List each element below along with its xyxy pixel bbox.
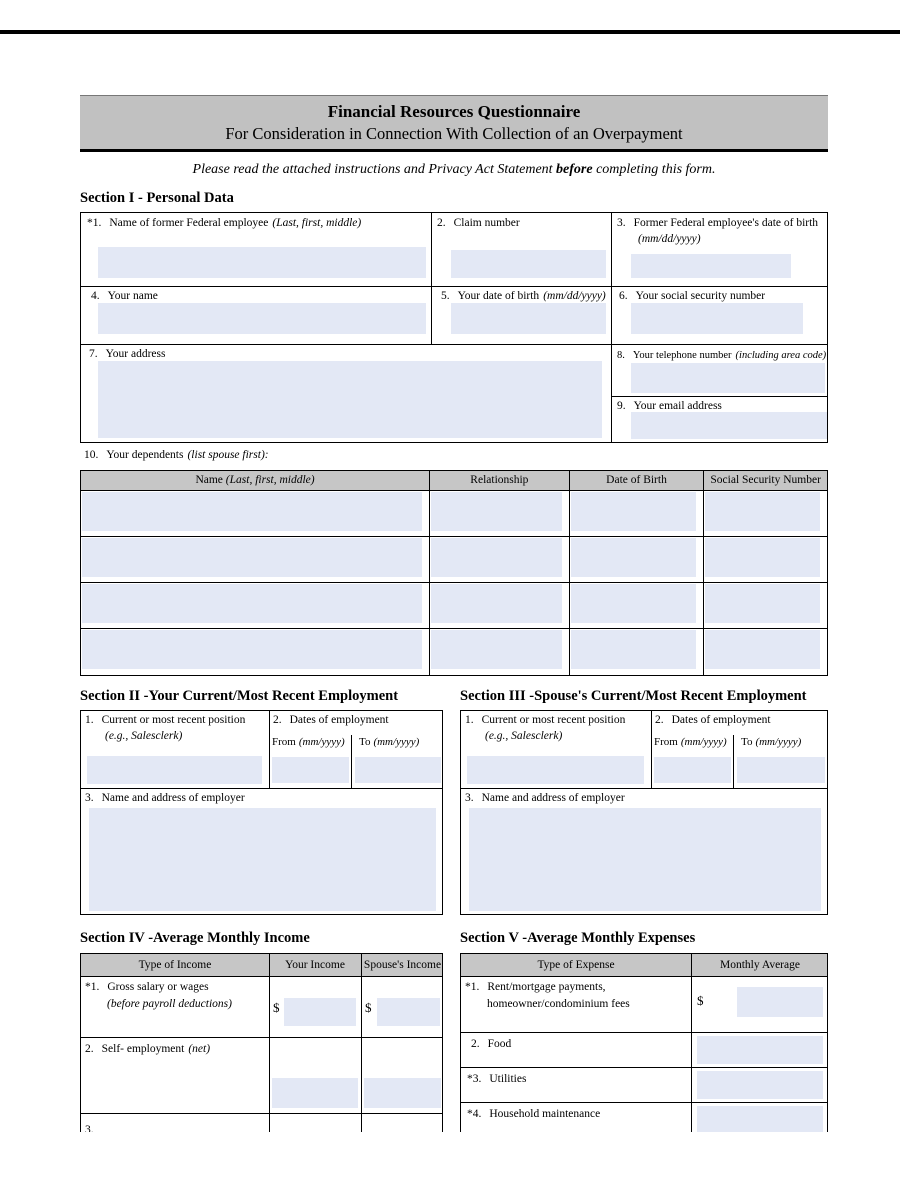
dep-relationship-input[interactable]: [431, 538, 562, 577]
expense-row2-text: Food: [487, 1038, 512, 1050]
divider: [81, 344, 827, 345]
dep-relationship-input[interactable]: [431, 492, 562, 531]
dep-cell: [704, 583, 827, 628]
dep-dob-input[interactable]: [571, 630, 697, 669]
field6-number: 6.: [619, 290, 628, 302]
section3-table: [460, 710, 828, 915]
field5-text: Your date of birth: [457, 290, 540, 302]
expense-row3-text: Utilities: [489, 1073, 527, 1085]
divider: [461, 1032, 827, 1033]
from-text: From: [654, 736, 678, 748]
input-spouse-date-from[interactable]: [654, 757, 731, 783]
field6-label: [619, 290, 765, 303]
divider: [461, 1102, 827, 1103]
field5-label: [441, 290, 606, 303]
input-date-to[interactable]: [355, 757, 441, 783]
dep-header-name: [81, 471, 430, 490]
dep-name-input[interactable]: [82, 492, 422, 531]
field8-text: Your telephone number: [632, 350, 732, 361]
input-former-employee-name[interactable]: [98, 247, 426, 278]
dates-text: Dates of employment: [289, 714, 389, 726]
position-hint: (e.g., Salesclerk): [485, 730, 563, 742]
field1-text: Name of former Federal employee: [109, 217, 269, 229]
input-household-maintenance[interactable]: [697, 1106, 823, 1132]
instruction-note: [80, 162, 828, 178]
divider: [81, 1037, 442, 1038]
dependents-header-row: [81, 471, 827, 491]
input-your-name[interactable]: [98, 303, 426, 334]
instruction-suffix: completing this form.: [592, 162, 716, 177]
expense-row2-label: [471, 1038, 511, 1051]
section4-heading: Section IV -Average Monthly Income: [80, 930, 310, 946]
divider: [81, 788, 442, 789]
dep-cell: [704, 537, 827, 582]
field1-label: [87, 217, 361, 230]
field7-number: 7.: [89, 348, 98, 360]
field5-number: 5.: [441, 290, 450, 302]
dep-cell: [430, 491, 570, 536]
input-spouse-position[interactable]: [467, 756, 644, 784]
spouse-position-label: [465, 714, 625, 727]
section5-table: [460, 953, 828, 1132]
dep-cell: [570, 491, 705, 536]
divider: [611, 213, 612, 442]
dates-label: [273, 714, 389, 727]
spouse-employer-label: [465, 792, 625, 805]
section4-table: [80, 953, 443, 1132]
field2-text: Claim number: [453, 217, 520, 229]
dep-cell: [570, 583, 705, 628]
field10-label: [84, 449, 269, 462]
section3-heading: Section III -Spouse's Current/Most Recent Employment: [460, 688, 807, 704]
input-gross-salary-your[interactable]: [284, 998, 356, 1026]
input-rent-mortgage[interactable]: [737, 987, 823, 1017]
dep-cell: [430, 537, 570, 582]
income-row1-text: Gross salary or wages: [107, 981, 209, 993]
dep-cell: [430, 583, 570, 628]
position-text: Current or most recent position: [101, 714, 246, 726]
input-spouse-date-to[interactable]: [737, 757, 825, 783]
section2-heading: Section II -Your Current/Most Recent Employment: [80, 688, 399, 704]
input-telephone[interactable]: [631, 363, 825, 393]
income-row2-number: 2.: [85, 1043, 94, 1055]
income-row3-number: 3.: [85, 1124, 94, 1132]
expense-row4-number: *4.: [467, 1108, 482, 1120]
field3-number: 3.: [617, 217, 626, 229]
dependents-row-2: [81, 537, 827, 583]
input-address[interactable]: [98, 361, 602, 438]
input-position[interactable]: [87, 756, 262, 784]
spouse-from-label: [654, 736, 727, 749]
employer-text: Name and address of employer: [481, 792, 625, 804]
instruction-bold: before: [556, 162, 593, 177]
expense-col-avg: Monthly Average: [720, 959, 800, 971]
input-gross-salary-spouse[interactable]: [377, 998, 440, 1026]
dep-cell: [704, 629, 827, 675]
dep-dob-input[interactable]: [571, 538, 697, 577]
to-text: To: [741, 736, 753, 748]
dep-cell: [570, 537, 705, 582]
from-hint: (mm/yyyy): [298, 736, 345, 748]
to-hint: (mm/yyyy): [373, 736, 420, 748]
field8-hint: (including area code): [735, 350, 827, 361]
form-title: Financial Resources Questionnaire: [327, 102, 581, 121]
dependents-row-3: [81, 583, 827, 629]
field8-number: 8.: [617, 350, 625, 361]
section5-heading: Section V -Average Monthly Expenses: [460, 930, 696, 946]
field6-text: Your social security number: [635, 290, 766, 302]
expense-row2-number: 2.: [471, 1038, 480, 1050]
income-row1-hint: (before payroll deductions): [107, 998, 232, 1010]
income-col-type: Type of Income: [138, 959, 212, 971]
form-subtitle: For Consideration in Connection With Collection of an Overpayment: [225, 124, 683, 143]
dep-cell: [81, 583, 430, 628]
dep-relationship-input[interactable]: [431, 630, 562, 669]
dep-header-dob: Date of Birth: [570, 471, 705, 490]
input-ssn[interactable]: [631, 303, 803, 334]
dep-header-ssn: Social Security Number: [710, 474, 821, 486]
dependents-table: [80, 470, 828, 676]
position-hint-line: [105, 730, 182, 743]
income-row3-label: [85, 1124, 102, 1132]
dep-ssn-input[interactable]: [705, 584, 820, 623]
input-email[interactable]: [631, 412, 827, 439]
dep-name-input[interactable]: [82, 584, 422, 623]
to-label: [359, 736, 419, 749]
dep-ssn-input[interactable]: [705, 630, 820, 669]
divider: [351, 735, 352, 788]
income-row2-label: [85, 1043, 210, 1056]
spouse-to-label: [741, 736, 801, 749]
expense-row3-label: [467, 1073, 526, 1086]
dependents-row-1: [81, 491, 827, 537]
field7-text: Your address: [105, 348, 166, 360]
field7-label: [89, 348, 165, 361]
income-col-spouse: Spouse's Income: [363, 959, 442, 971]
field3-hint: (mm/dd/yyyy): [638, 233, 701, 245]
input-spouse-employer[interactable]: [469, 808, 821, 911]
divider: [269, 954, 270, 1132]
form-title-box: [80, 95, 828, 152]
dep-header-relationship: Relationship: [430, 471, 570, 490]
divider: [611, 396, 827, 397]
divider: [81, 286, 827, 287]
field9-number: 9.: [617, 400, 626, 412]
field1-hint: (Last, first, middle): [272, 217, 362, 229]
field2-label: [437, 217, 520, 230]
dollar-sign: $: [697, 993, 704, 1008]
income-row1-hint-line: [107, 998, 232, 1011]
field4-label: [91, 290, 158, 303]
from-hint: (mm/yyyy): [680, 736, 727, 748]
divider: [431, 213, 432, 344]
expense-row4-label: [467, 1108, 600, 1121]
from-text: From: [272, 736, 296, 748]
divider: [361, 954, 362, 1132]
divider: [691, 954, 692, 1132]
expense-row3-number: *3.: [467, 1073, 482, 1085]
dep-cell: [430, 629, 570, 675]
input-date-from[interactable]: [272, 757, 349, 783]
to-text: To: [359, 736, 371, 748]
field2-number: 2.: [437, 217, 446, 229]
input-former-employee-dob[interactable]: [631, 254, 791, 278]
field3-hint-line: [638, 233, 701, 246]
input-food[interactable]: [697, 1036, 823, 1064]
instruction-prefix: Please read the attached instructions and Privacy Act Statement: [192, 162, 557, 177]
income-col-your: Your Income: [285, 959, 345, 971]
dep-cell: [570, 629, 705, 675]
section1-table: [80, 212, 828, 443]
position-hint: (e.g., Salesclerk): [105, 730, 183, 742]
dep-name-input[interactable]: [82, 630, 422, 669]
expense-row4-text: Household maintenance: [489, 1108, 601, 1120]
dates-number: 2.: [655, 714, 664, 726]
expense-row1-label: [465, 981, 606, 994]
page-top-rule: [0, 30, 900, 34]
field4-number: 4.: [91, 290, 100, 302]
dependents-row-4: [81, 629, 827, 675]
position-number: 1.: [465, 714, 474, 726]
field4-text: Your name: [107, 290, 158, 302]
from-label: [272, 736, 345, 749]
income-row2-text: Self- employment: [101, 1043, 185, 1055]
field1-number: *1.: [87, 217, 102, 229]
dates-number: 2.: [273, 714, 282, 726]
spouse-dates-label: [655, 714, 771, 727]
to-hint: (mm/yyyy): [755, 736, 802, 748]
field10-hint: (list spouse first):: [187, 449, 269, 461]
input-claim-number[interactable]: [451, 250, 606, 278]
expense-row1-text2: homeowner/condominium fees: [487, 998, 630, 1010]
dep-cell: [81, 491, 430, 536]
input-employer[interactable]: [89, 808, 436, 911]
spouse-position-hint-line: [485, 730, 562, 743]
divider: [461, 788, 827, 789]
dep-dob-input[interactable]: [571, 584, 697, 623]
field3-label: [617, 217, 818, 230]
position-label: [85, 714, 245, 727]
employer-number: 3.: [465, 792, 474, 804]
input-utilities[interactable]: [697, 1071, 823, 1099]
dep-header-name-text: Name: [195, 474, 223, 486]
dep-ssn-input[interactable]: [705, 538, 820, 577]
field10-number: 10.: [84, 449, 99, 461]
income-row2-hint: (net): [188, 1043, 211, 1055]
employer-number: 3.: [85, 792, 94, 804]
dep-relationship-input[interactable]: [431, 584, 562, 623]
employer-text: Name and address of employer: [101, 792, 245, 804]
divider: [651, 711, 652, 788]
dep-name-input[interactable]: [82, 538, 422, 577]
field8-label: [617, 349, 826, 362]
field10-text: Your dependents: [106, 449, 184, 461]
divider: [81, 1113, 442, 1114]
dep-ssn-input[interactable]: [705, 492, 820, 531]
dep-cell: [704, 491, 827, 536]
field5-hint: (mm/dd/yyyy): [543, 290, 606, 302]
dates-text: Dates of employment: [671, 714, 771, 726]
income-row1-number: *1.: [85, 981, 100, 993]
field3-text: Former Federal employee's date of birth: [633, 217, 819, 229]
input-your-dob[interactable]: [451, 303, 606, 334]
dollar-sign: $: [365, 1000, 372, 1015]
dep-header-name-hint: (Last, first, middle): [225, 474, 315, 486]
divider: [733, 735, 734, 788]
dep-dob-input[interactable]: [571, 492, 697, 531]
position-text: Current or most recent position: [481, 714, 626, 726]
section2-table: [80, 710, 443, 915]
input-self-employment-spouse[interactable]: [364, 1078, 441, 1108]
dep-cell: [81, 629, 430, 675]
employer-label: [85, 792, 245, 805]
section1-heading: Section I - Personal Data: [80, 190, 234, 206]
expense-row1-text: Rent/mortgage payments,: [487, 981, 606, 993]
expense-col-type: Type of Expense: [537, 959, 615, 971]
dollar-sign: $: [273, 1000, 280, 1015]
divider: [269, 711, 270, 788]
input-self-employment-your[interactable]: [272, 1078, 358, 1108]
divider: [461, 1067, 827, 1068]
income-row1-label: [85, 981, 209, 994]
dep-cell: [81, 537, 430, 582]
position-number: 1.: [85, 714, 94, 726]
field9-text: Your email address: [633, 400, 722, 412]
expense-row1-number: *1.: [465, 981, 480, 993]
